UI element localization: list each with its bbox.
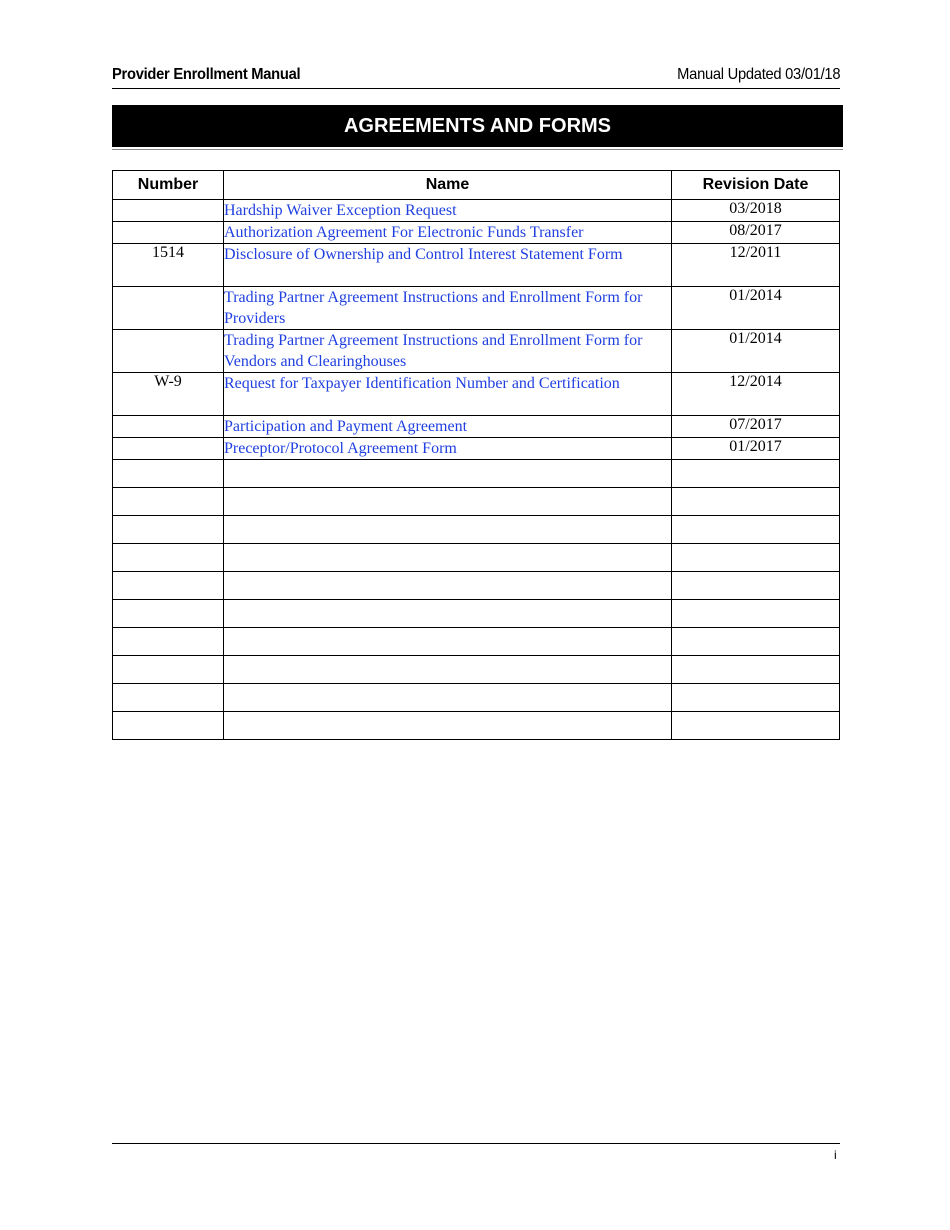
form-number	[113, 287, 224, 330]
empty-cell	[113, 628, 224, 656]
revision-date: 01/2014	[672, 287, 840, 330]
empty-cell	[672, 600, 840, 628]
empty-cell	[113, 684, 224, 712]
manual-title: Provider Enrollment Manual	[112, 66, 301, 83]
empty-cell	[224, 460, 672, 488]
banner-divider	[112, 149, 843, 150]
empty-table-row	[113, 460, 840, 488]
manual-updated-date: Manual Updated 03/01/18	[676, 66, 840, 83]
table-row	[113, 200, 840, 222]
empty-cell	[672, 544, 840, 572]
form-link[interactable]: Authorization Agreement For Electronic Funds Transfer	[224, 222, 672, 244]
empty-table-row	[113, 656, 840, 684]
form-link[interactable]: Preceptor/Protocol Agreement Form	[224, 438, 672, 460]
empty-table-row	[113, 516, 840, 544]
revision-date: 01/2014	[672, 330, 840, 373]
empty-cell	[224, 600, 672, 628]
revision-date: 01/2017	[672, 438, 840, 460]
empty-table-row	[113, 712, 840, 740]
empty-cell	[672, 572, 840, 600]
form-number: 1514	[113, 244, 224, 287]
table-header-row	[113, 171, 840, 200]
column-header-name: Name	[224, 171, 672, 200]
empty-cell	[224, 544, 672, 572]
empty-cell	[113, 516, 224, 544]
form-number	[113, 438, 224, 460]
form-link[interactable]: Disclosure of Ownership and Control Interest Statement Form	[224, 244, 672, 287]
table-row	[113, 373, 840, 416]
empty-table-row	[113, 488, 840, 516]
revision-date: 12/2014	[672, 373, 840, 416]
empty-table-row	[113, 684, 840, 712]
revision-date: 08/2017	[672, 222, 840, 244]
empty-cell	[672, 628, 840, 656]
empty-table-row	[113, 544, 840, 572]
empty-cell	[224, 656, 672, 684]
empty-cell	[224, 712, 672, 740]
empty-cell	[672, 488, 840, 516]
forms-table	[112, 170, 840, 740]
table-row	[113, 222, 840, 244]
empty-cell	[224, 488, 672, 516]
form-number	[113, 200, 224, 222]
form-link[interactable]: Participation and Payment Agreement	[224, 416, 672, 438]
empty-cell	[224, 684, 672, 712]
revision-date: 03/2018	[672, 200, 840, 222]
empty-cell	[113, 600, 224, 628]
empty-cell	[672, 460, 840, 488]
form-link[interactable]: Hardship Waiver Exception Request	[224, 200, 672, 222]
column-header-revision-date: Revision Date	[672, 171, 840, 200]
empty-cell	[113, 488, 224, 516]
form-number	[113, 416, 224, 438]
empty-cell	[672, 516, 840, 544]
revision-date: 12/2011	[672, 244, 840, 287]
empty-table-row	[113, 572, 840, 600]
empty-cell	[113, 712, 224, 740]
empty-cell	[224, 628, 672, 656]
table-row	[113, 244, 840, 287]
empty-table-row	[113, 600, 840, 628]
empty-cell	[113, 460, 224, 488]
empty-cell	[113, 656, 224, 684]
empty-cell	[113, 572, 224, 600]
table-row	[113, 287, 840, 330]
revision-date: 07/2017	[672, 416, 840, 438]
form-link[interactable]: Request for Taxpayer Identification Number and Certification	[224, 373, 672, 416]
form-number	[113, 330, 224, 373]
empty-cell	[672, 656, 840, 684]
table-row	[113, 438, 840, 460]
form-link[interactable]: Trading Partner Agreement Instructions and Enrollment Form for Vendors and Clearinghouses	[224, 330, 672, 373]
empty-table-row	[113, 628, 840, 656]
section-banner: AGREEMENTS AND FORMS	[112, 105, 843, 147]
column-header-number: Number	[113, 171, 224, 200]
form-number	[113, 222, 224, 244]
footer-divider	[112, 1143, 840, 1144]
form-link[interactable]: Trading Partner Agreement Instructions and Enrollment Form for Providers	[224, 287, 672, 330]
table-row	[113, 416, 840, 438]
page-header	[112, 66, 840, 89]
empty-cell	[672, 684, 840, 712]
empty-cell	[224, 572, 672, 600]
empty-cell	[672, 712, 840, 740]
table-row	[113, 330, 840, 373]
page-number: i	[834, 1148, 837, 1162]
empty-cell	[224, 516, 672, 544]
form-number: W-9	[113, 373, 224, 416]
empty-cell	[113, 544, 224, 572]
